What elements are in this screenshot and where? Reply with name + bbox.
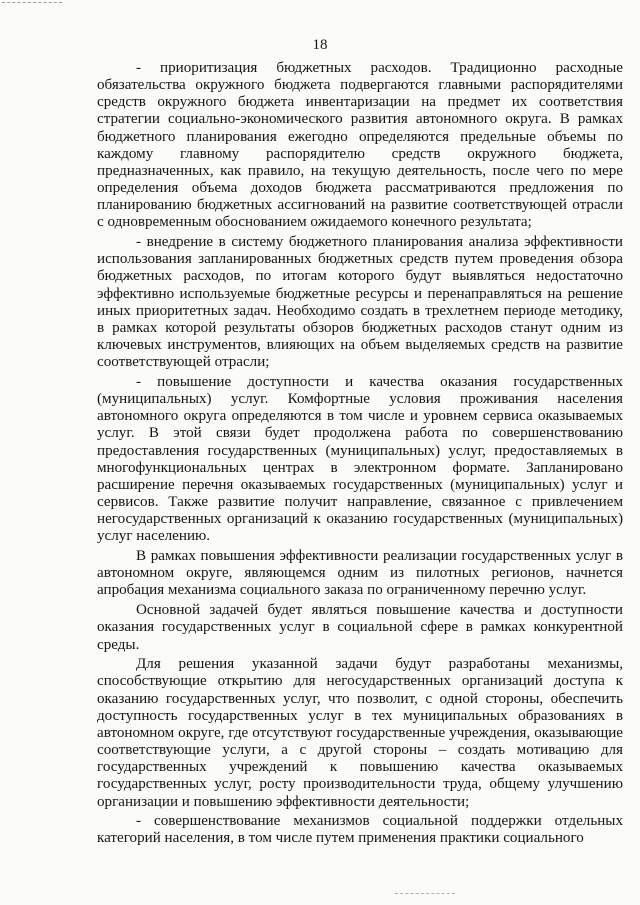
paragraph-budget-prioritization: - приоритизация бюджетных расходов. Традиционно расходные обязательства окружного бюджета подвергаются главными распорядителями средств окружного бюджета инвентаризации на предмет их соответствия стратегии социально-экономического развития автономного округа. В рамках бюджетного планирования ежегодно определяются предельные объемы по каждому главному распорядителю средств окружного бюджета, предназначенных, как правило, на текущую деятельность, после чего по мере определения объема доходов бюджета рассматриваются предложения по планированию бюджетных ассигнований на развитие соответствующей отрасли с одновременным обоснованием ожидаемого конечного результата; xyxy=(97,60,623,231)
paragraph-main-task: Основной задачей будет являться повышение качества и доступности оказания государственных услуг в социальной сфере в рамках конкурентной среды. xyxy=(97,602,623,653)
paragraph-social-order-pilot: В рамках повышения эффективности реализации государственных услуг в автономном округе, являющемся одним из пилотных регионов, начнется апробация механизма социального заказа по ограниченному перечню услуг. xyxy=(97,548,623,599)
paragraph-service-accessibility: - повышение доступности и качества оказания государственных (муниципальных) услуг. Комфортные условия проживания населения автономного округа определяются в том числе и уровнем сервиса оказываемых услуг. В этой связи будет продолжена работа по совершенствованию предоставления государственных (муниципальных) услуг, предоставляемых в многофункциональных центрах в электронном формате. Запланировано расширение перечня оказываемых государственных (муниципальных) услуг и сервисов. Также развитие получит направление, связанное с привлечением негосударственных организаций к оказанию государственных (муниципальных) услуг населению. xyxy=(97,374,623,545)
paragraph-social-support: - совершенствование механизмов социальной поддержки отдельных категорий населения, в том числе путем применения практики социального xyxy=(97,813,623,847)
document-body xyxy=(97,60,623,850)
paragraph-mechanisms: Для решения указанной задачи будут разработаны механизмы, способствующие открытию для негосударственных организаций доступа к оказанию государственных услуг, что позволит, с одной стороны, обеспечить доступность государственных услуг в тех муниципальных образованиях в автономном округе, где отсутствуют государственные учреждения, оказывающие соответствующие услуги, а с другой стороны – создать мотивацию для государственных учреждений к повышению качества оказываемых государственных услуг, росту производительности труда, общему улучшению организации и повышению эффективности деятельности; xyxy=(97,656,623,810)
scan-bottom-mark xyxy=(395,893,455,896)
scan-corner-mark xyxy=(2,2,62,5)
page-number: 18 xyxy=(312,37,328,53)
paragraph-efficiency-analysis: - внедрение в систему бюджетного планирования анализа эффективности использования запланированных бюджетных средств путем проведения обзора бюджетных расходов, по итогам которого будут выявляться недостаточно эффективно используемые бюджетные ресурсы и перенаправляться на решение иных приоритетных задач. Необходимо создать в трехлетнем периоде методику, в рамках которой результаты обзоров бюджетных расходов станут одним из ключевых инструментов, влияющих на объем выделяемых средств на развитие соответствующей отрасли; xyxy=(97,234,623,371)
